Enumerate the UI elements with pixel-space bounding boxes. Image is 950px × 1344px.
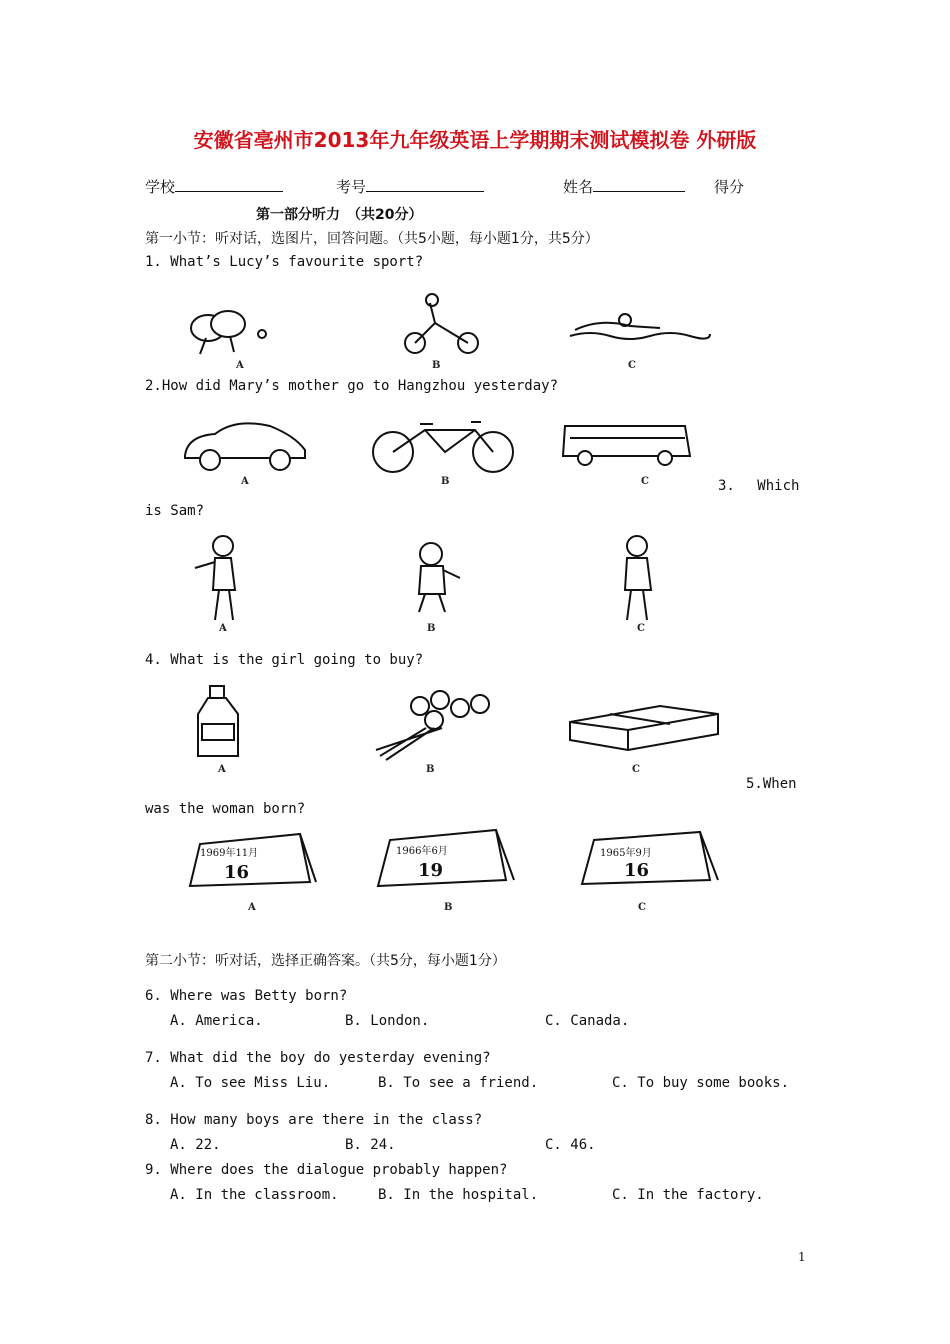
calendar-b-date: 1966年6月 [396,846,448,857]
q8-option-b[interactable]: B. 24. [345,1137,396,1153]
calendar-icon [378,830,514,886]
car-icon [185,423,305,470]
option-c-caption: C [637,623,645,634]
score-label: 得分 [714,178,745,196]
bottle-icon [198,686,238,756]
option-c-caption: C [641,476,649,487]
calendar-b-day: 19 [418,860,444,881]
q5-pictures [180,826,740,918]
name-field[interactable] [563,176,685,197]
question-4: 4. What is the girl going to buy? [145,652,424,668]
calendar-a-day: 16 [224,862,250,883]
section2-instructions: 第二小节：听对话，选择正确答案。（共5分，每小题1分） [145,953,506,969]
girl-with-glasses-icon [625,536,651,620]
option-a-caption: A [218,764,226,775]
gift-box-icon [570,706,718,750]
option-b-caption: B [441,476,450,487]
q7-option-c[interactable]: C. To buy some books. [612,1075,790,1091]
school-field[interactable] [145,176,283,197]
page-title: 安徽省亳州市2013年九年级英语上学期期末测试模拟卷 外研版 [193,128,757,152]
question-9: 9. Where does the dialogue probably happen? [145,1162,508,1178]
calendar-icon [582,832,718,884]
q6-option-a[interactable]: A. America. [170,1013,263,1029]
section1-instructions: 第一小节：听对话，选图片，回答问题。（共5小题，每小题1分，共5分） [145,231,599,247]
option-c-caption: C [628,360,636,371]
calendar-icon [190,834,316,886]
option-b-caption: B [426,764,435,775]
page-number: 1 [798,1250,806,1264]
name-label: 姓名 [563,178,594,196]
q4-pictures [190,684,730,776]
question-2: 2.How did Mary’s mother go to Hangzhou yesterday? [145,378,559,394]
q9-option-c[interactable]: C. In the factory. [612,1187,764,1203]
girl-figure-icon [195,536,235,620]
calendar-c-date: 1965年9月 [600,848,652,859]
part1-heading: 第一部分听力 （共20分） [256,207,423,223]
q8-option-a[interactable]: A. 22. [170,1137,221,1153]
question-3-part-a: 3. Which [718,478,800,494]
question-6: 6. Where was Betty born? [145,988,348,1004]
q8-option-c[interactable]: C. 46. [545,1137,596,1153]
table-tennis-icon [191,311,266,354]
q6-option-b[interactable]: B. London. [345,1013,430,1029]
q7-option-a[interactable]: A. To see Miss Liu. [170,1075,331,1091]
bus-icon [563,426,690,465]
question-5-part-a: 5.When [746,776,797,792]
option-b-caption: B [427,623,436,634]
q9-option-a[interactable]: A. In the classroom. [170,1187,339,1203]
flowers-icon [376,691,489,760]
option-a-caption: A [241,476,249,487]
option-b-caption: B [444,902,453,913]
option-a-caption: A [248,902,256,913]
question-7: 7. What did the boy do yesterday evening? [145,1050,491,1066]
q7-option-b[interactable]: B. To see a friend. [378,1075,539,1091]
exam-no-field[interactable] [336,176,484,197]
question-5-part-b: was the woman born? [145,801,306,817]
q1-pictures [170,288,730,372]
question-8: 8. How many boys are there in the class? [145,1112,483,1128]
boy-figure-icon [419,543,460,612]
calendar-c-day: 16 [624,860,650,881]
q9-option-b[interactable]: B. In the hospital. [378,1187,539,1203]
question-3-part-b: is Sam? [145,503,205,519]
bicycle-icon [373,422,513,472]
option-b-caption: B [432,360,441,371]
q3-pictures [175,532,695,636]
option-c-caption: C [632,764,640,775]
swimming-icon [570,314,710,339]
option-c-caption: C [638,902,646,913]
q6-option-c[interactable]: C. Canada. [545,1013,630,1029]
option-a-caption: A [236,360,244,371]
cycling-icon [405,294,478,353]
calendar-a-date: 1969年11月 [200,848,259,859]
question-1: 1. What’s Lucy’s favourite sport? [145,254,424,270]
school-label: 学校 [145,178,176,196]
option-a-caption: A [219,623,227,634]
q2-pictures [175,412,735,488]
exam-no-label: 考号 [336,178,367,196]
